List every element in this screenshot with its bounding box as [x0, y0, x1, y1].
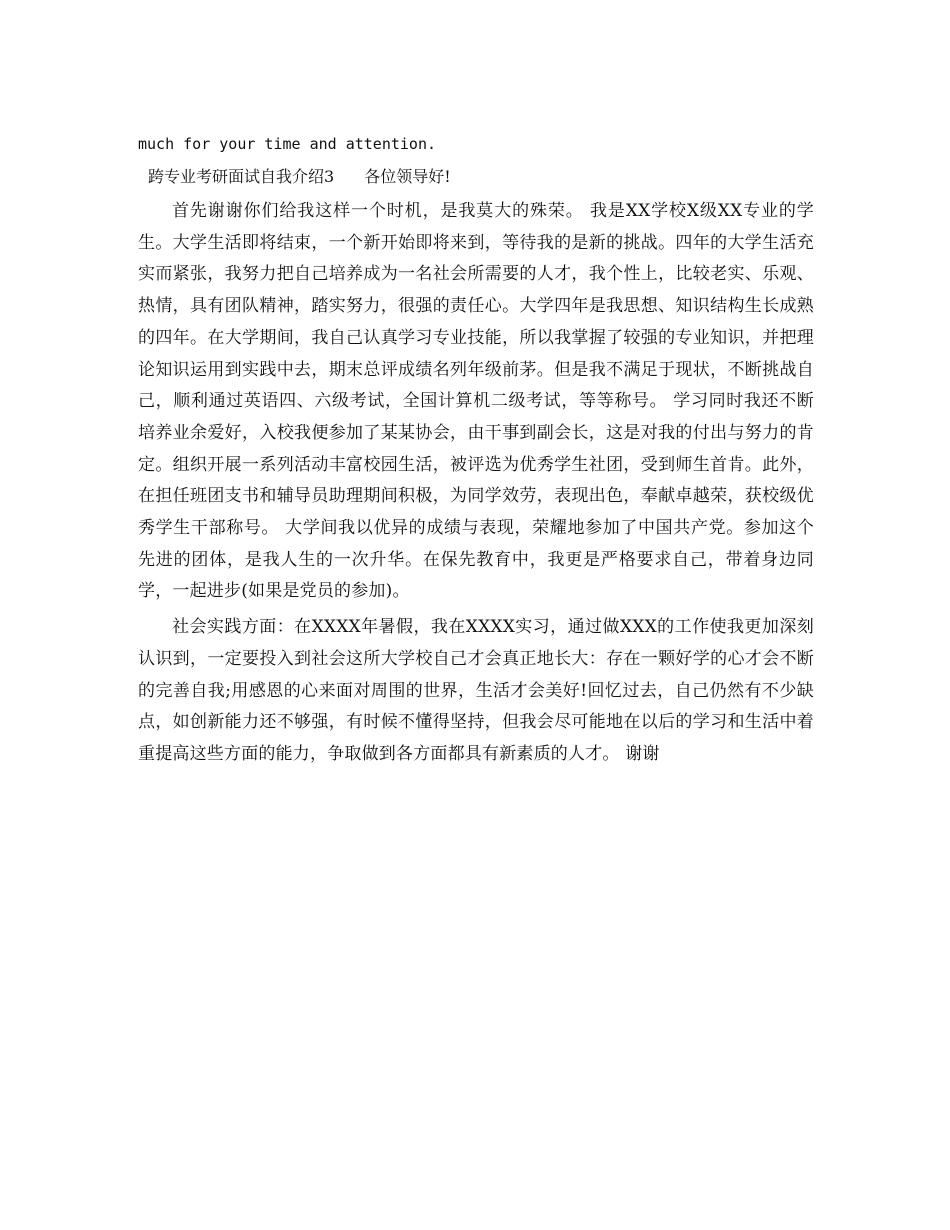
greeting-text: 各位领导好! — [364, 167, 451, 186]
document-page — [138, 130, 814, 775]
section-heading — [138, 162, 814, 192]
body-paragraph-1: 首先谢谢你们给我这样一个时机，是我莫大的殊荣。 我是XX学校X级XX专业的学生。大学生活即将结束，一个新开始即将来到，等待我的是新的挑战。四年的大学生活充实而紧张，我努力把自己培养成为一名社会所需要的人才，我个性上，比较老实、乐观、热情，具有团队精神，踏实努力，很强的责任心。大学四年是我思想、知识结构生长成熟的四年。在大学期间，我自己认真学习专业技能，所以我掌握了较强的专业知识，并把理论知识运用到实践中去，期末总评成绩名列年级前茅。但是我不满足于现状，不断挑战自己，顺利通过英语四、六级考试，全国计算机二级考试，等等称号。 学习同时我还不断培养业余爱好，入校我便参加了某某协会，由干事到副会长，这是对我的付出与努力的肯定。组织开展一系列活动丰富校园生活，被评选为优秀学生社团，受到师生首肯。此外，在担任班团支书和辅导员助理期间积极，为同学效劳，表现出色，奉献卓越荣，获校级优秀学生干部称号。 大学间我以优异的成绩与表现，荣耀地参加了中国共产党。参加这个先进的团体，是我人生的一次升华。在保先教育中，我更是严格要求自己，带着身边同学，一起进步(如果是党员的参加)。 — [138, 201, 814, 602]
carryover-line: much for your time and attention. — [138, 135, 437, 153]
body-paragraph-2: 社会实践方面：在XXXX年暑假，我在XXXX实习，通过做XXX的工作使我更加深刻认识到，一定要投入到社会这所大学校自己才会真正地长大：存在一颗好学的心才会不断的完善自我;用感恩的心来面对周围的世界，生活才会美好!回忆过去，自己仍然有不少缺点，如创新能力还不够强，有时候不懂得坚持，但我会尽可能地在以后的学习和生活中着重提高这些方面的能力，争取做到各方面都具有新素质的人才。 谢谢 — [138, 617, 814, 764]
heading-title: 跨专业考研面试自我介绍3 — [148, 167, 335, 186]
